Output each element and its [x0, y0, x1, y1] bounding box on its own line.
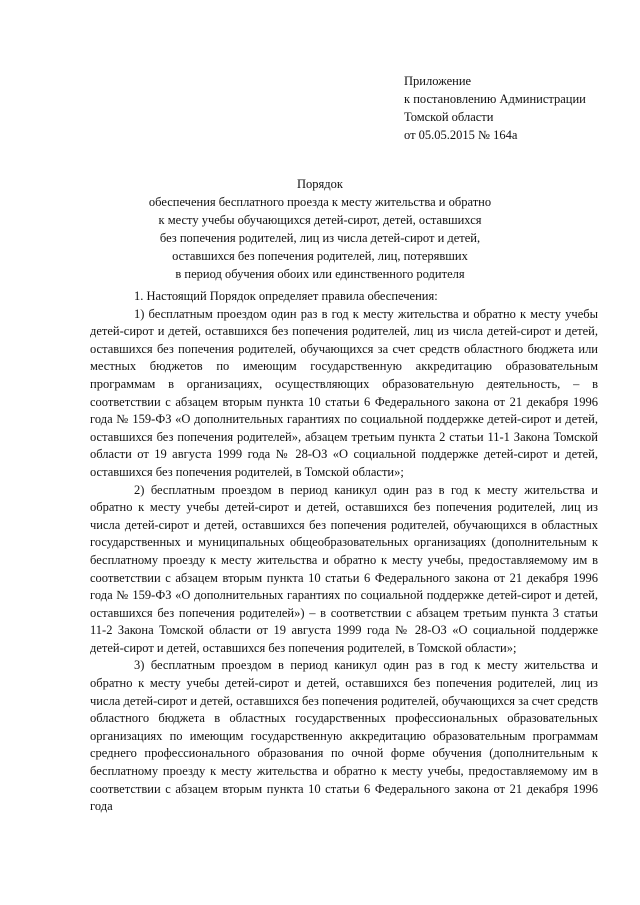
document-title: [60, 175, 580, 283]
title-line-2: к месту учебы обучающихся детей-сирот, детей, оставшихся: [158, 213, 482, 227]
appendix-line-2: к постановлению Администрации: [404, 92, 586, 106]
appendix-line-1: Приложение: [404, 74, 472, 88]
appendix-line-3: Томской области: [404, 110, 494, 124]
intro-paragraph: 1. Настоящий Порядок определяет правила обеспечения:: [134, 289, 438, 303]
title-line-3: без попечения родителей, лиц из числа детей-сирот и детей,: [159, 231, 481, 245]
title-heading: Порядок: [297, 177, 343, 191]
title-line-1: обеспечения бесплатного проезда к месту жительства и обратно: [148, 195, 492, 209]
appendix-line-4: от 05.05.2015 № 164а: [404, 128, 518, 142]
clause-2-paragraph: 2) бесплатным проездом в период каникул один раз в год к месту жительства и обратно к месту учебы детей-сирот и детей, оставшихся без попечения родителей, лиц из числа детей-сирот и детей, оставшихся без попечения родителей, обучающихся в областных государственных и муниципальных общеобразовательных организациях (дополнительным к бесплатному проезду к месту жительства и обратно к месту учебы, предоставляемому им в соответствии с абзацем вторым пункта 10 статьи 6 Федерального закона от 21 декабря 1996 года № 159-ФЗ «О дополнительных гарантиях по социальной поддержке детей-сирот и детей, оставшихся без попечения родителей») – в соответствии с абзацем третьим пункта 3 статьи 11-2 Закона Томской области от 19 августа 1999 года № 28-ОЗ «О социальной поддержке детей-сирот и детей, оставшихся без попечения родителей, в Томской области»;: [90, 482, 598, 655]
clause-1-paragraph: 1) бесплатным проездом один раз в год к месту жительства и обратно к месту учебы детей-сирот и детей, оставшихся без попечения родителей, лиц из числа детей-сирот и детей, оставшихся без попечения родителей, обучающихся за счет средств областного бюджета или местных бюджетов по имеющим государственную аккредитацию образовательным программам в организациях, осуществляющих образовательную деятельность, – в соответствии с абзацем вторым пункта 10 статьи 6 Федерального закона от 21 декабря 1996 года № 159-ФЗ «О дополнительных гарантиях по социальной поддержке детей-сирот и детей, оставшихся без попечения родителей», абзацем третьим пункта 2 статьи 11-1 Закона Томской области от 19 августа 1999 года № 28-ОЗ «О социальной поддержке детей-сирот и детей, оставшихся без попечения родителей, в Томской области»;: [90, 306, 598, 479]
title-line-4: оставшихся без попечения родителей, лиц, потерявших: [172, 249, 468, 263]
clause-3-paragraph: 3) бесплатным проездом в период каникул один раз в год к месту жительства и обратно к месту учебы детей-сирот и детей, оставшихся без попечения родителей, лиц из числа детей-сирот и детей, оставшихся без попечения родителей, обучающихся за счет средств областного бюджета в областных государственных профессиональных образовательных организациях по имеющим государственную аккредитацию образовательным программам среднего профессионального образования по очной форме обучения (дополнительным к бесплатному проезду к месту жительства и обратно к месту учебы, предоставляемому им в соответствии с абзацем вторым пункта 10 статьи 6 Федерального закона от 21 декабря 1996 года: [90, 658, 598, 814]
document-body: [90, 288, 598, 816]
appendix-block: [404, 72, 624, 144]
title-line-5: в период обучения обоих или единственного родителя: [175, 267, 465, 281]
